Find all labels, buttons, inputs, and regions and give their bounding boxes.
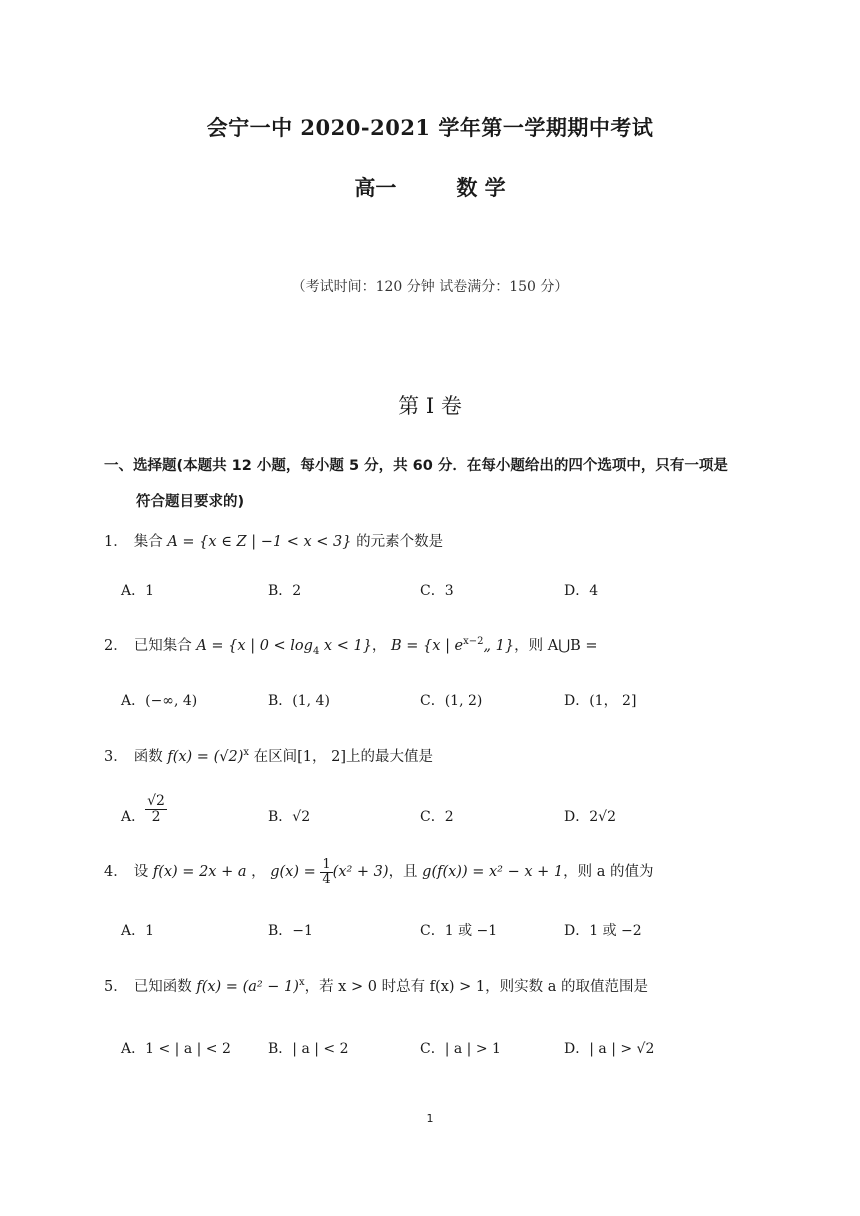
option-b[interactable]: B．2 (268, 583, 302, 599)
question-text: ，且 (388, 864, 423, 881)
math-expression: x < 1} (319, 638, 372, 654)
question-text: ， (246, 864, 271, 881)
math-expression: g(x) = (270, 864, 321, 881)
question-text: 已知函数 (133, 979, 197, 995)
option-d[interactable] (564, 806, 616, 826)
fraction (145, 794, 167, 824)
math-expression: A = {x | 0 < log (196, 638, 313, 654)
page-number: 1 (426, 1112, 434, 1125)
option-b[interactable] (268, 806, 310, 826)
math-expression: (x² + 3) (332, 864, 389, 881)
question-number: 3． (104, 749, 128, 765)
option-b[interactable]: B．| a | < 2 (268, 1041, 349, 1057)
option-d[interactable]: D．(1， 2] (564, 693, 637, 709)
question-text: 集合 (133, 534, 168, 550)
math-superscript: x−2 (463, 636, 484, 648)
math-expression: f(x) = (a² − 1) (196, 979, 299, 995)
options-3 (121, 794, 741, 840)
option-c[interactable]: C．3 (420, 583, 454, 599)
option-b[interactable]: B．−1 (268, 923, 313, 939)
question-1 (104, 530, 443, 551)
math-expression: g(f(x)) = x² − x + 1 (422, 864, 564, 881)
question-text: 设 (133, 864, 153, 881)
option-d[interactable]: D．| a | > √2 (564, 1041, 655, 1057)
option-a[interactable]: A．1 < | a | < 2 (121, 1041, 231, 1057)
math-expression: f(x) = (√2) (167, 749, 244, 765)
option-c[interactable]: C．1 或 −1 (420, 923, 498, 939)
section-instructions (104, 448, 764, 520)
grade-label: 高一 (354, 175, 397, 200)
question-4 (104, 858, 654, 886)
section-line-1: 一、选择题(本题共 12 小题，每小题 5 分，共 60 分．在每小题给出的四个选项中，只有一项是 (104, 458, 728, 474)
option-label: A． (121, 809, 146, 825)
option-b[interactable]: B．(1, 4) (268, 693, 330, 709)
exam-subtitle (0, 172, 860, 202)
math-expression: B = {x | e (391, 638, 464, 654)
exam-title: 会宁一中 2020-2021 学年第一学期期中考试 (206, 115, 654, 140)
fraction-numerator: 1 (322, 857, 331, 872)
fraction-numerator: √2 (147, 792, 165, 809)
option-a[interactable]: A．1 (121, 923, 155, 939)
math-subscript: 4 (312, 645, 320, 657)
math-expression: „ 1} (483, 638, 515, 654)
option-value: √2 (292, 809, 311, 825)
question-text: 函数 (133, 749, 168, 765)
exam-meta: （考试时间：120 分钟 试卷满分：150 分） (291, 279, 569, 295)
question-3 (104, 745, 433, 766)
option-d[interactable]: D．4 (564, 583, 599, 599)
option-a[interactable]: A．1 (121, 583, 155, 599)
fraction-denominator: 4 (322, 871, 331, 887)
volume-heading: 第 I 卷 (398, 394, 462, 418)
section-line-2: 符合题目要求的) (136, 494, 245, 510)
question-text: 已知集合 (133, 638, 197, 654)
fraction (320, 858, 332, 886)
question-2 (104, 634, 598, 657)
option-c[interactable]: C．2 (420, 809, 454, 825)
option-d[interactable]: D．1 或 −2 (564, 923, 642, 939)
question-5 (104, 975, 648, 996)
math-superscript: x (298, 977, 305, 989)
option-value: 2√2 (589, 809, 616, 825)
math-superscript: x (243, 747, 249, 759)
question-number: 4． (104, 864, 128, 881)
question-number: 1． (104, 534, 128, 550)
fraction-denominator: 2 (151, 808, 161, 825)
question-number: 5． (104, 979, 128, 995)
option-a[interactable] (121, 792, 167, 826)
option-c[interactable]: C．| a | > 1 (420, 1041, 501, 1057)
question-text: 的元素个数是 (351, 534, 444, 550)
question-number: 2． (104, 638, 128, 654)
math-expression: f(x) = 2x + a (152, 864, 247, 881)
option-label: B． (268, 809, 293, 825)
question-text: ，则 A⋃B = (514, 638, 598, 654)
option-label: D． (564, 809, 590, 825)
question-text: 在区间[1， 2]上的最大值是 (249, 749, 433, 765)
option-a[interactable]: A．(−∞, 4) (121, 693, 198, 709)
math-expression: A = {x ∈ Z | −1 < x < 3} (167, 534, 352, 550)
subject-label: 数 学 (456, 175, 506, 200)
question-text: ， (371, 638, 392, 654)
question-text: ，若 x > 0 时总有 f(x) > 1，则实数 a 的取值范围是 (304, 979, 648, 995)
option-c[interactable]: C．(1, 2) (420, 693, 483, 709)
question-text: ，则 a 的值为 (563, 864, 654, 881)
